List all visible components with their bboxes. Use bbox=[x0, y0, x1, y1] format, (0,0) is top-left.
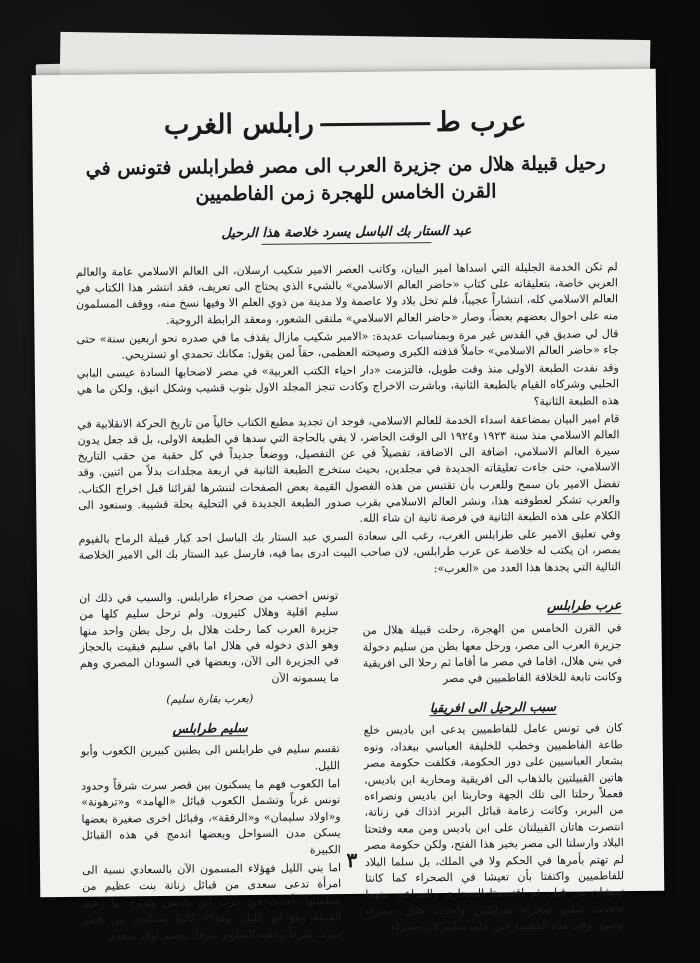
document-page bbox=[32, 69, 665, 943]
section-heading-sulaym-tripoli bbox=[80, 719, 339, 738]
section-heading-text: سبب الرحيل الى افريقيا bbox=[429, 698, 557, 716]
paragraph: تقسم سليم في طرابلس الى بطنين كبيرين الكعوب وأبو الليل. bbox=[80, 742, 341, 772]
title-kashida-rule bbox=[320, 122, 430, 126]
paragraph: اما الكعوب فهم ما يسكنون بين قصر سرت شرقاً وحدود تونس غرباً وتشمل الكعوب قبائل «الهامد» و«ترهونة» و«اولاد سليمان» و«الرفقة»، وقبائل اخرى صغيرة بعضها يسكن مدن السواحل وبعضها اندمج في هذه القبائل الكبيرة bbox=[81, 777, 341, 856]
quote: (بعرب بقارة سليم) bbox=[166, 692, 254, 707]
page-content bbox=[74, 105, 625, 943]
left-column bbox=[79, 588, 342, 947]
title-end: رابلس الغرب bbox=[163, 108, 314, 141]
intro-text bbox=[76, 259, 621, 581]
title-start: عرب ط bbox=[435, 106, 527, 139]
paragraph: وقد نفدت الطبعة الاولى منذ وقت طويل، فالتزمت «دار احياء الكتب العربية» في مصر لاصحابها السادة عيسى البابي الحلبي وشركاه القيام بالطبعة الثانية، وباشرت الاخراج وكادت تنجز المجلد الاول بثوب قشيب وشكل انيق، ولكن ما هي هذه الطبعة الثانية؟ bbox=[76, 361, 620, 408]
byline: عبد الستار بك الباسل يسرد خلاصة هذا الرحيل bbox=[221, 223, 472, 242]
byline-rule bbox=[261, 242, 431, 245]
two-column-section bbox=[79, 585, 625, 947]
paragraph: تونس اخصب من صحراء طرابلس. والسبب في ذلك ان سليم اقلية وهلال كثيرون. ولم ترحل سليم كلها من جزيرة العرب كما رحلت هلال بل رحل بطن واحد منها وهو الذي دخوله في هلال اما باقي سليم فبقيت بالحجاز في الجزيرة الى الآن، وبعضها في السودان المصري وهم ما يسمونه الآن bbox=[79, 588, 340, 685]
right-column bbox=[362, 585, 625, 944]
paragraph: كان في تونس عامل للفاطميين يدعى ابن باديس خلع طاعة الفاطميين وخطب للخليفة العباسي ببغداد، ونوه بشعار العباسيين على دور الحكومة، فكلفت حكومة مصر هاتين القبيلتين بالذهاب الى افريقية ومحاربة ابن باديس، فعملاً رحلتا الى تلك الجهة وحاربتا ابن باديس ونصراءه من البربر، وكانت زعامة قبائل البربر اذذاك في زناتة، انتصرت هاتان القبيلتان على ابن باديس ومن معه وفتحتا البلاد وارسلتا الى مصر بخبر هذا الفتح، ولكن حكومة مصر لم تهتم بأمرها في الحكم ولا في الملك، بل سلما البلاد للفاطميين واكتفتا بأن تعيشا في الصحراء كما كانتا تعيشان من قبل، ثم اقتسمتا الصحاري والمراعي بينهما فأخذت سليم صحراء طرابلس وأخذت هلال صحراء تونس، وفي هذه القسمة غبن على سليم لان صحراء bbox=[363, 721, 625, 934]
paragraph: وفي تعليق الامير على طرابلس الغرب، رغب الى سعادة السري عبد الستار بك الباسل احد كبار قبيلة الرماح بالفيوم بمصر، ان يكتب له خلاصة عن عرب طرابلس، لان صاحب البيت ادرى بما فيه، فارسل عبد الستار بك الى الامير الخلاصة التالية التي يجدها هذا العدد من «العرب»: bbox=[78, 527, 621, 575]
page-number: ٣ bbox=[346, 847, 358, 873]
section-heading-text: سليم طرابلس bbox=[172, 719, 248, 736]
paragraph: قال لي صديق في القدس غير مرة وبمناسبات عديدة: «الامير شكيب مازال يقذف ما في صدره نحو اربعين سنة» حتى جاء «حاضر العالم الاسلامي» حاملاً قذفته الكبرى وصيحته العظمى، حقاً لمن يقول: مكانك تحمدي او تستريحي. bbox=[76, 326, 619, 362]
section-heading-migration-cause bbox=[363, 698, 622, 717]
paragraph: اما بني الليل فهؤلاء المسمون الآن بالسعادي نسبة الى امرأة تدعى سعدى من قبائل زناتة بنت عظيم من عظمائها، أخذت في حرب ابن باديس وتزوج بها زعيم القبيلة وهو ابو الليل، وهؤلاء كانوا يسكنون بين قصر سرت شرقاً وعقبة السلوم شرقاً. يقسم اولاد سعدى bbox=[81, 861, 342, 943]
section-label-arab-tripoli: عرب طرابلس bbox=[547, 597, 622, 615]
subtitle: رحيل قبيلة هلال من جزيرة العرب الى مصر فطرابلس فتونس في القرن الخامس للهجرة زمن الفاطميين bbox=[85, 152, 606, 206]
paragraph: في القرن الخامس من الهجرة، رحلت قبيلة هلال من جزيرة العرب الى مصر، ورحل معها بطن من سليم دخولة في بني هلال، اقاما في مصر ما أقاما ثم رحلا الى افريقية وكانت تابعة للخلافة الفاطميين في مصر bbox=[362, 621, 623, 686]
paragraph: لم تكن الخدمة الجليلة التي اسداها امير البيان، وكاتب العصر الامير شكيب ارسلان، الى العالم الاسلامي عامة والعالم العربي خاصة، بتعليقاته على كتاب «حاضر العالم الاسلامي» بالشيء الذي يحتاج الى تعريف، فقد انتشر هذا الكتاب في العالم الاسلامي كله، انتشاراً عجيباً، فلم تخل بلاد ولا عاصمة ولا مدينة من ذوي العلم الا وفيها نسخ منه، ووقف المسلمون منه على احوال بعضهم بعضاً، وصار «حاضر العالم الاسلامي» ملتقى الشعور، ومعقد الرابطة الروحية. bbox=[75, 260, 619, 327]
page-title bbox=[74, 105, 616, 142]
paragraph: قام امير البيان بمضاعفة اسداء الخدمة للعالم الاسلامي، فوجد ان تجديد مطبع الكتاب خالياً من تاريخ الحركة الانقلابية في العالم الاسلامي منذ سنة ١٩٢٣ و١٩٢٤ الى الوقت الحاضر، لا يفي بالحاجة التي سدها في الطبعة الاولى، بل قد جعل يدون سيرة العالم الاسلامي، اضافة الى الاضافة، تفصيلاً في عن التفصيل، ووضعاً جديداً في كل حقبة من حقب التاريخ الاسلامي، حتى جاءت تعليقاته الجديدة في مجلدين، بحيث ستخرج الطبعة الثانية في اربعة مجلدات بدلاً من اثنين. وقد تفضل الامير بان سمح وللعرب بأن تقتبس من هذه الفصول القيمة بعض الصفحات لننشرها لقرائنا قبل اخراج الكتاب. والعرب تشكر لعطوفته هذا، ونشر العالم الاسلامي بقرب صدور الطبعة الجديدة في التحلية بحلة قشيبة. وسنعود الى الكلام على هذه الطبعة الثانية في فرصة ثانية ان شاء الله. bbox=[77, 411, 621, 525]
